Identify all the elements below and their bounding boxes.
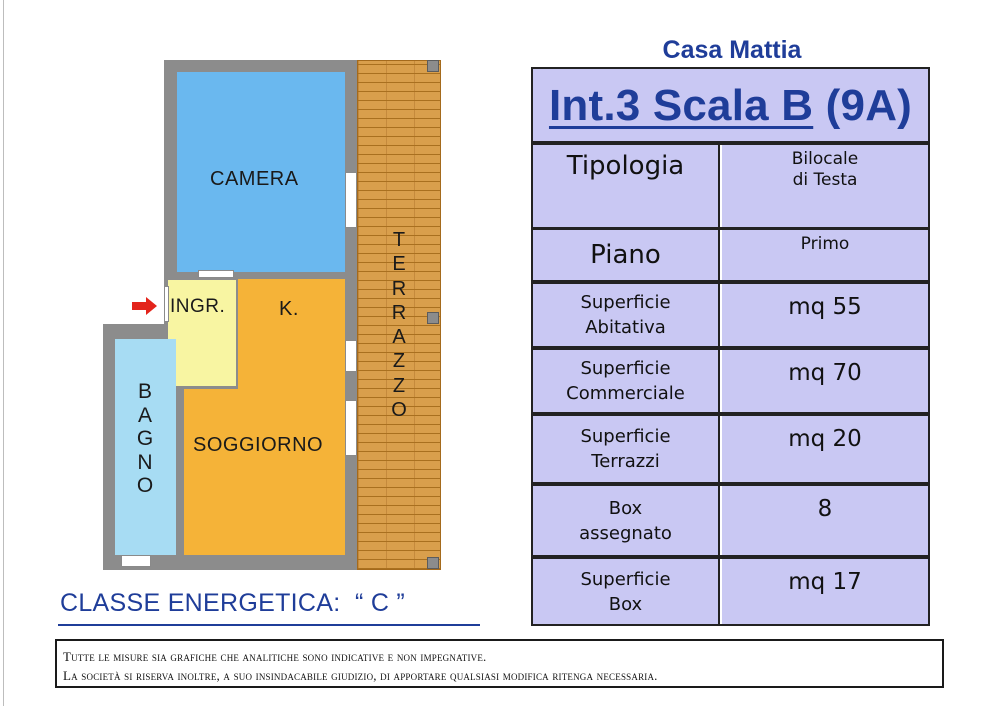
spec-row-box-assegnato (533, 484, 928, 557)
spec-value: mq 55 (722, 284, 928, 346)
disclaimer-line-1: Tutte le misure sia grafiche che analitiche sono indicative e non impegnative. (63, 649, 487, 664)
window-ingresso (164, 286, 169, 322)
spec-row-superficie-abitativa (533, 282, 928, 348)
room-soggiorno (184, 389, 345, 555)
door-camera (198, 270, 234, 278)
floor-plan (0, 0, 520, 600)
disclaimer-box (55, 639, 944, 688)
spec-row-superficie-commerciale (533, 348, 928, 414)
disclaimer-line-2: La società si riserva inoltre, a suo insindacabile giudizio, di apportare qualsiasi modifica ritenga necessaria. (63, 668, 658, 683)
label-camera: CAMERA (210, 168, 299, 190)
terrace-pillar-middle (427, 312, 439, 324)
unit-header (533, 69, 928, 143)
spec-row-tipologia (533, 143, 928, 229)
building-name: Casa Mattia (662, 36, 802, 64)
label-bagno: B A G N O (136, 380, 154, 497)
spec-value: mq 70 (722, 350, 928, 412)
window-soggiorno (345, 400, 357, 456)
spec-row-superficie-terrazzi (533, 414, 928, 484)
spec-row-superficie-box (533, 557, 928, 624)
spec-label: Superficie Box (533, 559, 720, 624)
spec-row-piano (533, 228, 928, 282)
spec-value: mq 17 (722, 559, 928, 624)
spec-label: Piano (533, 230, 720, 280)
energy-class-label: CLASSE ENERGETICA: “ C ” (60, 589, 406, 617)
spec-value: 8 (722, 486, 928, 555)
unit-info-card (531, 67, 930, 626)
window-bagno (121, 555, 151, 567)
spec-value: Primo (722, 230, 928, 280)
label-soggiorno: SOGGIORNO (193, 434, 324, 456)
window-kitchen (345, 340, 357, 372)
spec-label: Superficie Terrazzi (533, 416, 720, 482)
spec-label: Superficie Abitativa (533, 284, 720, 346)
spec-label: Tipologia (533, 145, 720, 227)
label-kitchen: K. (279, 298, 299, 320)
label-ingresso: INGR. (170, 296, 226, 317)
terrace-pillar-top (427, 60, 439, 72)
spec-value: mq 20 (722, 416, 928, 482)
unit-title-suffix: (9A) (825, 81, 913, 130)
energy-class-underline (58, 624, 480, 626)
label-terrazzo: T E R R A Z Z O (391, 229, 407, 422)
unit-title (549, 81, 912, 130)
spec-label: Box assegnato (533, 486, 720, 555)
terrace-pillar-bottom (427, 557, 439, 569)
spec-label: Superficie Commerciale (533, 350, 720, 412)
unit-title-main: Int.3 Scala B (548, 81, 814, 130)
spec-value: Bilocale di Testa (722, 145, 928, 227)
window-camera (345, 172, 357, 228)
arrow-right-icon (132, 296, 158, 316)
